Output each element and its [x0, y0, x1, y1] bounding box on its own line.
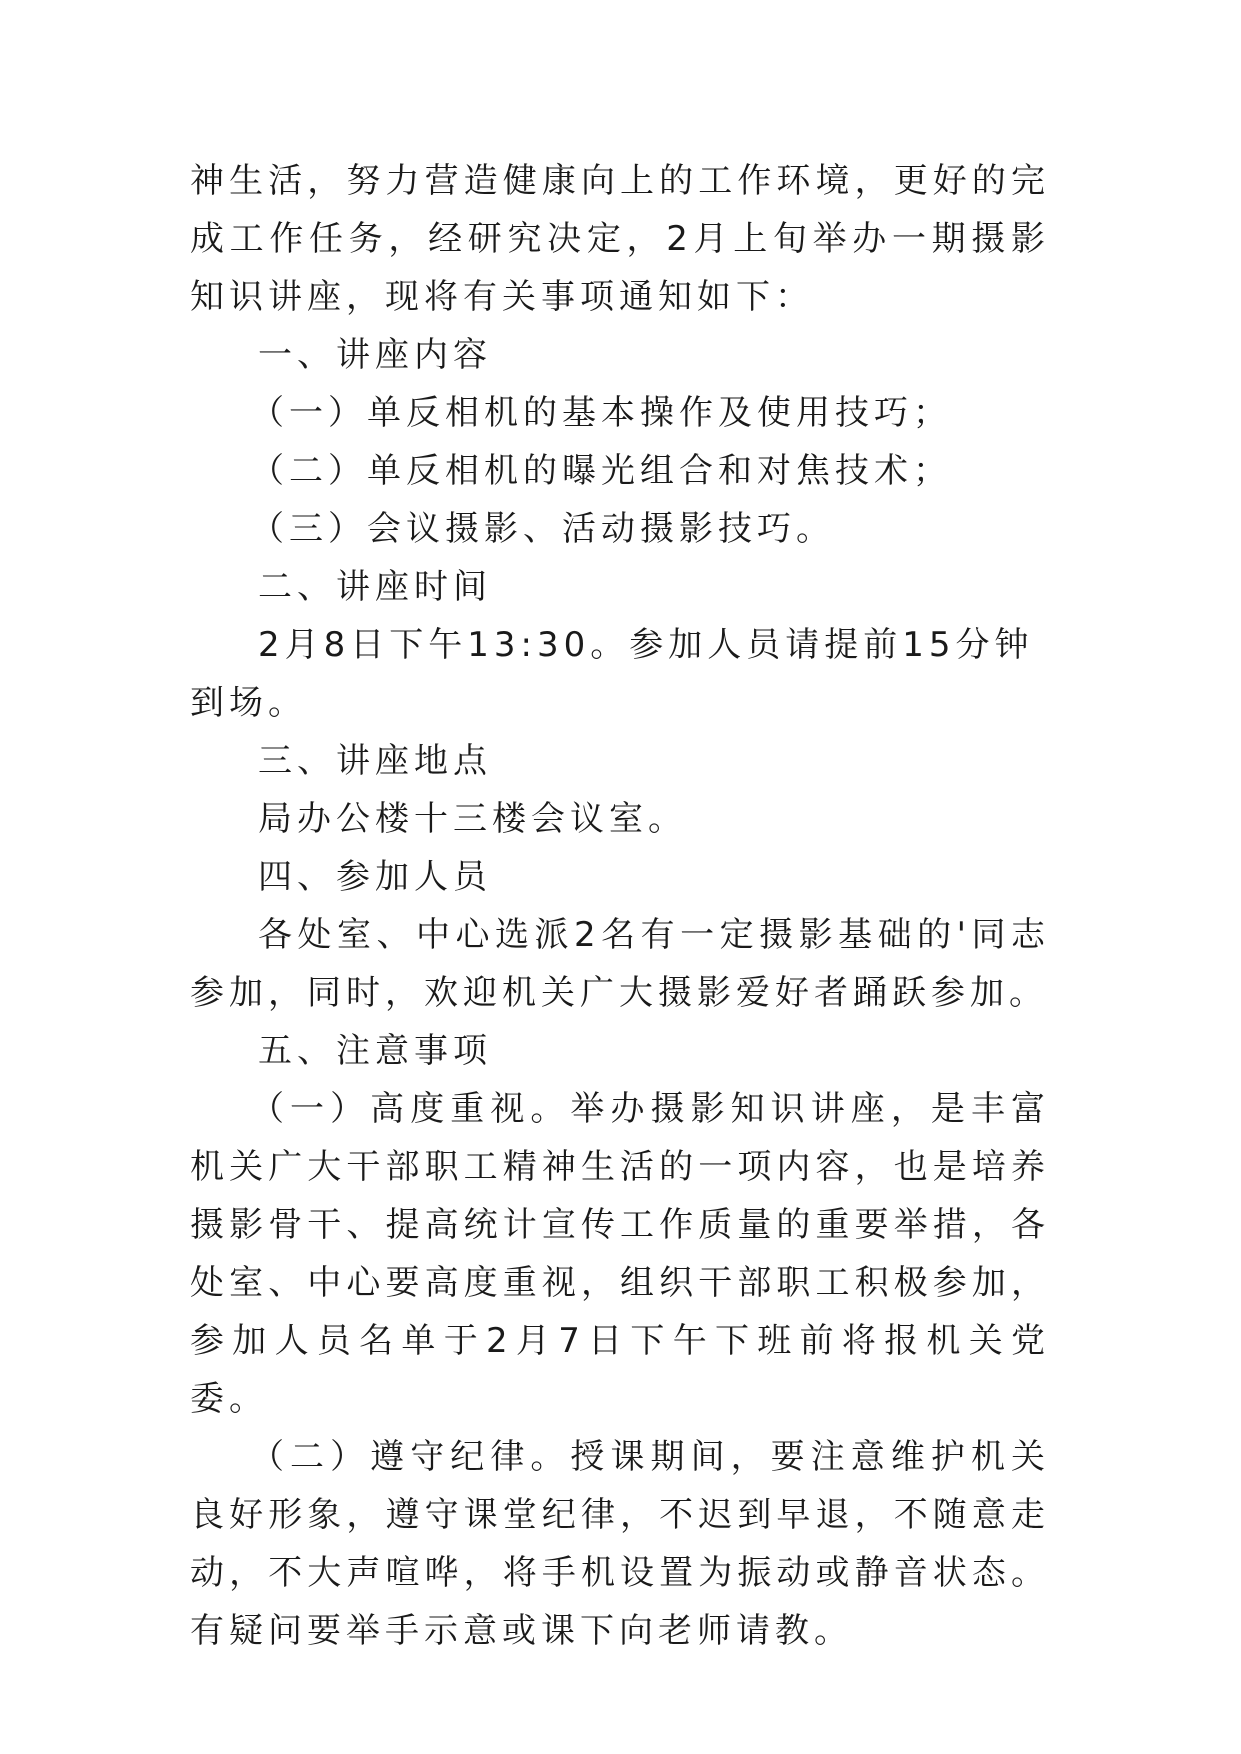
intro-paragraph: 神生活，努力营造健康向上的工作环境，更好的完成工作任务，经研究决定，2月上旬举办一期摄影知识讲座，现将有关事项通知如下：: [190, 161, 1050, 317]
content-item-3: （三）会议摄影、活动摄影技巧。: [250, 509, 835, 549]
document-body: [190, 152, 1050, 1660]
section-heading-time: 二、讲座时间: [258, 567, 492, 607]
content-item-2: （二）单反相机的曝光组合和对焦技术；: [250, 451, 952, 491]
section-heading-notes: 五、注意事项: [258, 1031, 492, 1071]
section-heading-location: 三、讲座地点: [258, 741, 492, 781]
section-heading-content: 一、讲座内容: [258, 335, 492, 375]
location-detail: 局办公楼十三楼会议室。: [258, 799, 687, 839]
time-detail: 2月8日下午13:30。参加人员请提前15分钟到场。: [190, 625, 1034, 723]
note-item-1: （一）高度重视。举办摄影知识讲座，是丰富机关广大干部职工精神生活的一项内容，也是培养摄影骨干、提高统计宣传工作质量的重要举措，各处室、中心要高度重视，组织干部职工积极参加，参加人员名单于2月7日下午下班前将报机关党委。: [190, 1089, 1050, 1419]
note-item-2: （二）遵守纪律。授课期间，要注意维护机关良好形象，遵守课堂纪律，不迟到早退，不随意走动，不大声喧哗，将手机设置为振动或静音状态。有疑问要举手示意或课下向老师请教。: [190, 1437, 1050, 1651]
content-item-1: （一）单反相机的基本操作及使用技巧；: [250, 393, 952, 433]
section-heading-participants: 四、参加人员: [258, 857, 492, 897]
participants-detail: 各处室、中心选派2名有一定摄影基础的'同志参加，同时，欢迎机关广大摄影爱好者踊跃参加。: [190, 915, 1050, 1013]
